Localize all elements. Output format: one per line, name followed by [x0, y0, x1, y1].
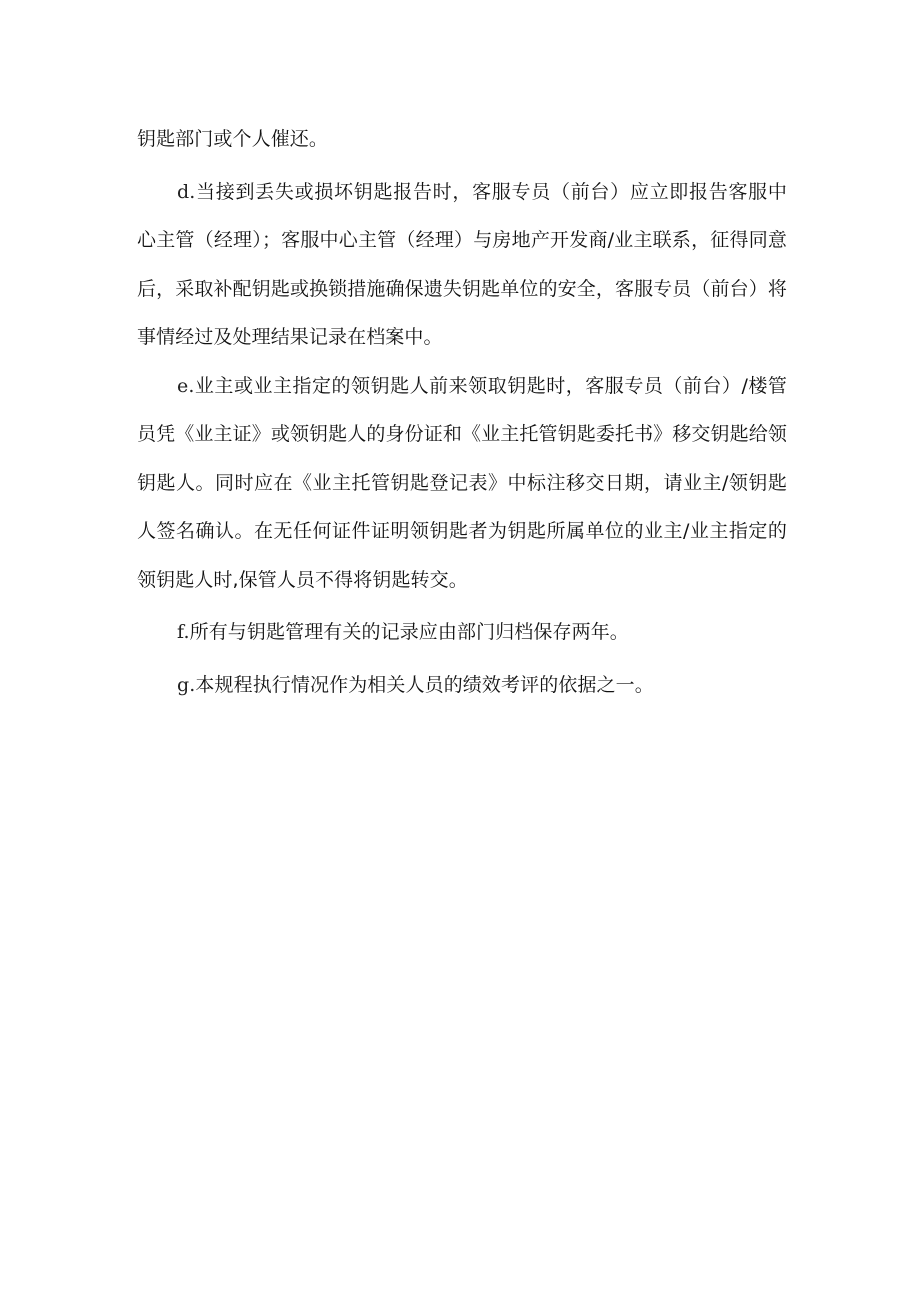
paragraph-text: 本规程执行情况作为相关人员的绩效考评的依据之一。: [195, 673, 654, 696]
paragraph-item-d: [137, 168, 787, 362]
paragraph-item-e: [137, 362, 787, 605]
paragraph-text: 业主或业主指定的领钥匙人前来领取钥匙时，客服专员（前台）/楼管员凭《业主证》或领钥匙人的身份证和《业主托管钥匙委托书》移交钥匙给领钥匙人。同时应在《业主托管钥匙登记表》中标注移交日期，请业主/领钥匙人签名确认。在无任何证件证明领钥匙者为钥匙所属单位的业主/业主指定的领钥匙人时,保管人员不得将钥匙转交。: [137, 374, 787, 591]
document-body: [137, 115, 787, 709]
paragraph-text: 当接到丢失或损坏钥匙报告时，客服专员（前台）应立即报告客服中心主管（经理）；客服中心主管（经理）与房地产开发商/业主联系，征得同意后，采取补配钥匙或换锁措施确保遗失钥匙单位的安全，客服专员（前台）将事情经过及处理结果记录在档案中。: [137, 180, 787, 348]
list-marker: g.: [177, 673, 196, 696]
list-marker: f.: [177, 621, 190, 643]
list-marker: d.: [177, 180, 196, 203]
paragraph-text: 钥匙部门或个人催还。: [137, 128, 329, 150]
paragraph-continuation: [137, 115, 787, 164]
paragraph-item-g: [137, 661, 787, 710]
paragraph-item-f: [137, 608, 787, 657]
list-marker: e.: [177, 374, 195, 397]
paragraph-text: 所有与钥匙管理有关的记录应由部门归档保存两年。: [189, 621, 629, 643]
